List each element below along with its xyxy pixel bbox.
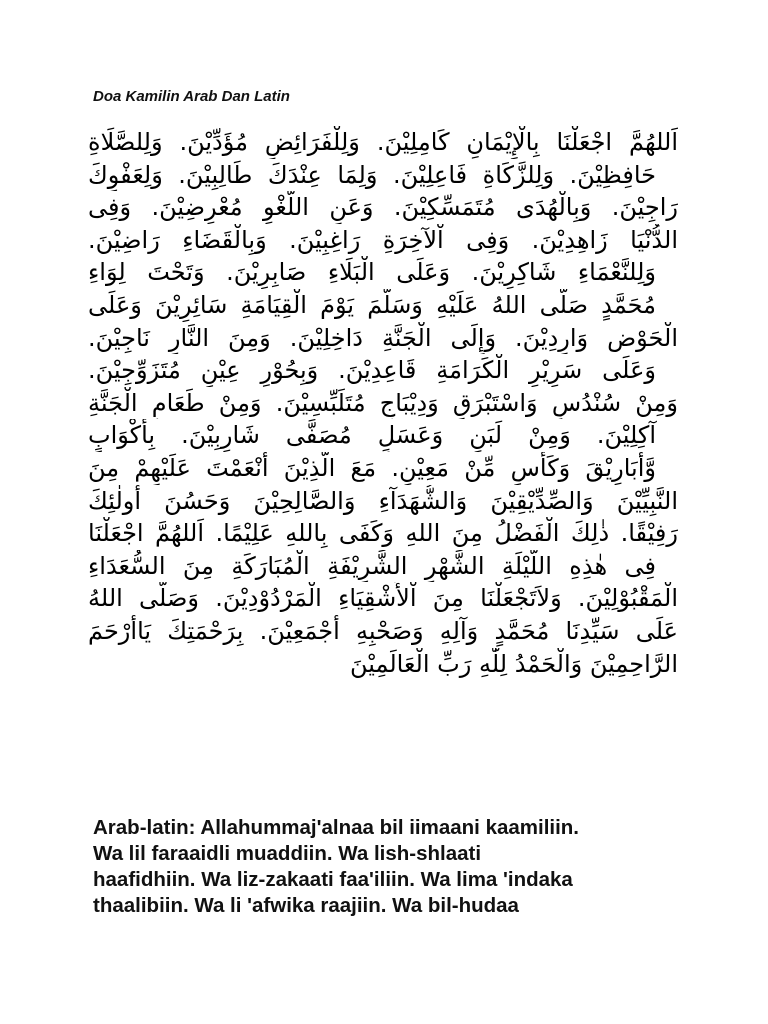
document-title: Doa Kamilin Arab Dan Latin — [93, 88, 290, 105]
arabic-line: مُحَمَّدٍ صَلَّى اللهُ عَلَيْهِ وَسَلَّمَ يَوْمَ الْقِيَامَةِ سَائِرِيْنَ وَعَلَى — [88, 290, 656, 319]
arabic-line: النَّبِيِّيْنَ وَالصِّدِّيْقِيْنَ وَالشُّهَدَآءِ وَالصَّالِحِيْنَ وَحَسُنَ أُولٰئِكَ — [88, 486, 678, 515]
arabic-line: رَاجِيْنَ. وَبِالْهُدَى مُتَمَسِّكِيْنَ. وَعَنِ اللَّغْوِ مُعْرِضِيْنَ. وَفِى — [88, 193, 678, 222]
arabic-line: عَلَى سَيِّدِنَا مُحَمَّدٍ وَآلِهِ وَصَحْبِهِ أَجْمَعِيْنَ. بِرَحْمَتِكَ يَاأَرْحَمَ — [88, 616, 678, 645]
arabic-line: آكِلِيْنَ. وَمِنْ لَبَنٍ وَعَسَلٍ مُصَفًّى شَارِبِيْنَ. بِأَكْوَابٍ — [88, 421, 656, 450]
arabic-line: الرَّاحِمِيْنَ وَالْحَمْدُ لِلّٰهِ رَبِّ الْعَالَمِيْنَ — [349, 649, 678, 678]
arabic-line: وَّأَبَارِيْقَ وَكَأْسٍ مِّنْ مَعِيْنٍ. مَعَ الَّذِيْنَ أَنْعَمْتَ عَلَيْهِمْ مِنَ — [88, 453, 656, 482]
arabic-prayer-text — [88, 126, 678, 680]
arabic-line: اَللهُمَّ اجْعَلْنَا بِالْإِيْمَانِ كَامِلِيْنَ. وَلِلْفَرَائِضِ مُؤَدِّيْنَ. وَلِلصَّلَاةِ — [88, 128, 678, 156]
arabic-line: رَفِيْقًا. ذٰلِكَ الْفَضْلُ مِنَ اللهِ وَكَفَى بِاللهِ عَلِيْمًا. اَللهُمَّ اجْعَلْنَا — [88, 519, 678, 548]
arabic-line: الدُّنْيَا زَاهِدِيْنَ. وَفِى اْلآخِرَةِ رَاغِبِيْنَ. وَبِالْقَضَاءِ رَاضِيْنَ. — [88, 225, 678, 254]
latin-line: Arab-latin: Allahummaj'alnaa bil iimaani kaamiliin. — [93, 816, 579, 839]
arabic-line: وَعَلَى سَرِيْرِ الْكَرَامَةِ قَاعِدِيْنَ. وَبِحُوْرٍ عِيْنٍ مُتَزَوِّجِيْنَ. — [88, 356, 656, 385]
latin-line: thaalibiin. Wa li 'afwika raajiin. Wa bil-hudaa — [93, 894, 519, 917]
arabic-line: حَافِظِيْنَ. وَلِلزَّكَاةِ فَاعِلِيْنَ. وَلِمَا عِنْدَكَ طَالِبِيْنَ. وَلِعَفْوِكَ — [88, 160, 656, 189]
latin-line: Wa lil faraaidli muaddiin. Wa lish-shlaati — [93, 842, 482, 865]
arabic-line: الْحَوْضِ وَارِدِيْنَ. وَإِلَى الْجَنَّةِ دَاخِلِيْنَ. وَمِنَ النَّارِ نَاجِيْنَ. — [88, 323, 678, 352]
arabic-line: وَلِلنَّعْمَاءِ شَاكِرِيْنَ. وَعَلَى الْبَلَاءِ صَابِرِيْنَ. وَتَحْتَ لِوَاءِ — [88, 258, 656, 287]
arabic-line: الْمَقْبُوْلِيْنَ. وَلاَتَجْعَلْنَا مِنَ اْلأَشْقِيَاءِ الْمَرْدُوْدِيْنَ. وَصَلَّى اللهُ — [88, 584, 678, 613]
arabic-line: فِى هٰذِهِ اللَّيْلَةِ الشَّهْرِ الشَّرِيْفَةِ الْمُبَارَكَةِ مِنَ السُّعَدَاءِ — [88, 551, 656, 580]
latin-line: haafidhiin. Wa liz-zakaati faa'iliin. Wa lima 'indaka — [93, 868, 573, 891]
latin-transliteration — [93, 815, 693, 919]
arabic-line: وَمِنْ سُنْدُسٍ وَاسْتَبْرَقٍ وَدِيْبَاجٍ مُتَلَبِّسِيْنَ. وَمِنْ طَعَامِ الْجَنَّةِ — [88, 388, 678, 417]
